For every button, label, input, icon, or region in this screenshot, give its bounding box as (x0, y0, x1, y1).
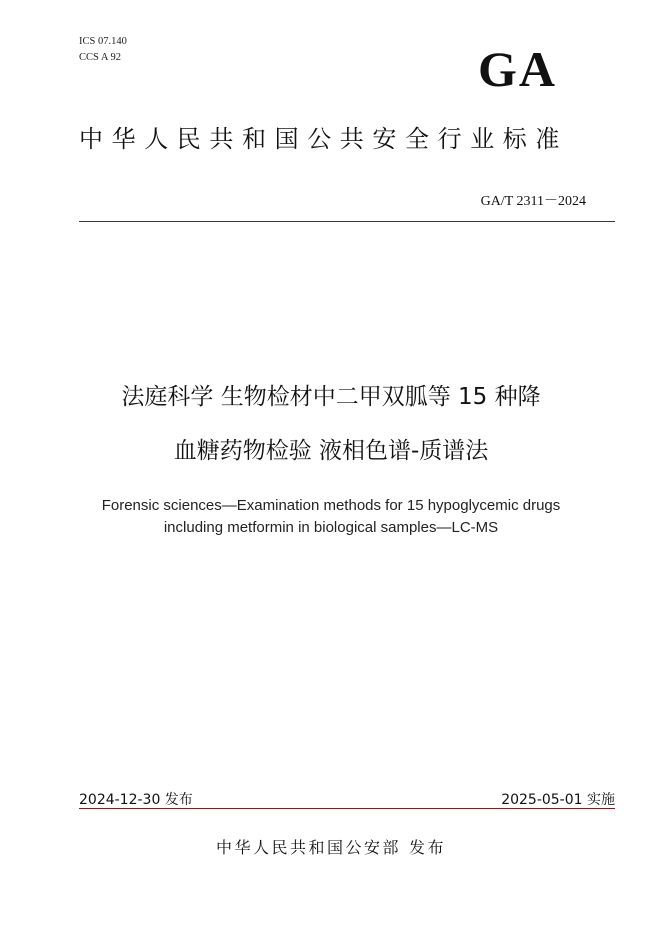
issue-date: 2024-12-30 发布 (79, 792, 193, 808)
publisher-line (0, 835, 662, 858)
effective-date: 2025-05-01 实施 (501, 792, 615, 808)
classification-codes (79, 34, 127, 66)
standard-category: 中华人民共和国公共安全行业标准 (79, 125, 568, 153)
ics-code: ICS 07.140 (79, 36, 127, 47)
chinese-title-line-2: 血糖药物检验 液相色谱-质谱法 (173, 438, 489, 464)
standard-number: GA/T 2311－2024 (480, 194, 586, 209)
top-divider (79, 221, 615, 222)
bottom-divider (79, 808, 615, 809)
publisher-name: 中华人民共和国公安部 (215, 838, 401, 857)
ccs-code: CCS A 92 (79, 52, 122, 63)
english-title-line-1: Forensic sciences—Examination methods for 15 hypoglycemic drugs (101, 497, 561, 514)
publisher-action: 发布 (409, 838, 447, 857)
ga-logo: GA (478, 41, 557, 97)
chinese-title-line-1: 法庭科学 生物检材中二甲双胍等 15 种降 (121, 384, 541, 410)
english-title-line-2: including metformin in biological samples—LC-MS (163, 519, 499, 536)
